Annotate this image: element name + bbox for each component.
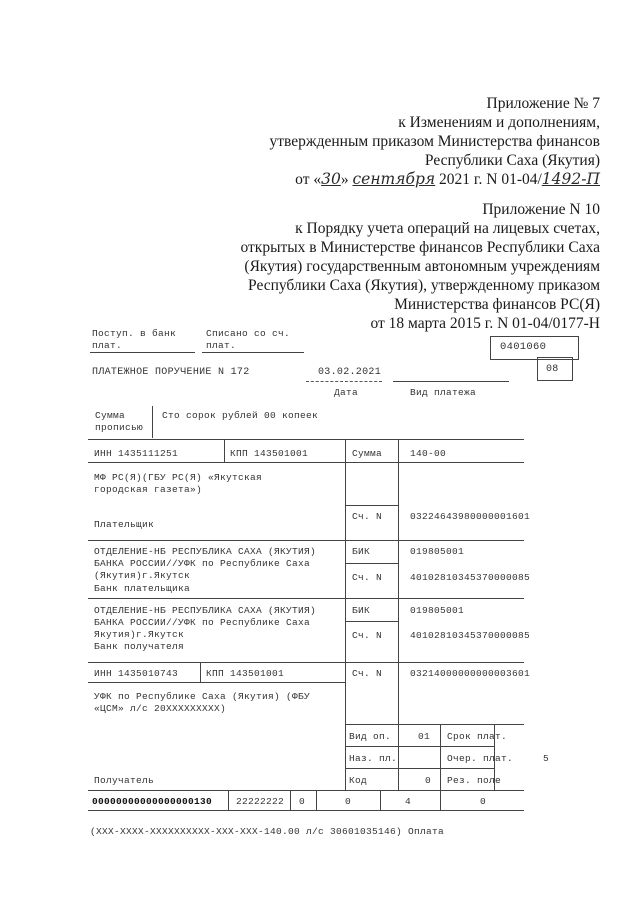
payee-bank-line-2: БАНКА РОССИИ//УФК по Республике Саха bbox=[94, 617, 311, 628]
date-label: Дата bbox=[334, 387, 359, 398]
oktmo-code: 22222222 bbox=[236, 796, 285, 807]
payer-name: МФ РС(Я)(ГБУ РС(Я) «Якутская bbox=[94, 472, 263, 483]
debited-label: Списано со сч. bbox=[206, 328, 291, 339]
kod-value: 0 bbox=[425, 775, 432, 786]
field-doc-number: 4 bbox=[405, 796, 412, 807]
order-date-month: сентября bbox=[352, 170, 436, 188]
vid-op-value: 01 bbox=[418, 731, 431, 742]
payer-bank-label: Банк плательщика bbox=[94, 583, 191, 594]
amount-words: Сто сорок рублей 00 копеек bbox=[162, 410, 319, 421]
procedure-line-6: от 18 марта 2015 г. N 01-04/0177-Н bbox=[370, 315, 600, 332]
payer-kpp: КПП 143501001 bbox=[230, 448, 309, 459]
payer-account: 03224643980000001601 bbox=[410, 511, 531, 522]
payee-label: Получатель bbox=[94, 775, 155, 786]
payer-bank-line-1: ОТДЕЛЕНИЕ-НБ РЕСПУБЛИКА САХА (ЯКУТИЯ) bbox=[94, 546, 317, 557]
order-date-day: 30 bbox=[321, 170, 341, 188]
changes-line: к Изменениям и дополнениям, bbox=[398, 114, 600, 131]
field-basis: 0 bbox=[299, 796, 306, 807]
payment-purpose: (XXX-XXXX-XXXXXXXXXX-XXX-XXX-140.00 л/с 30601035146) Оплата bbox=[90, 826, 445, 837]
payer-account-label: Сч. N bbox=[352, 511, 383, 522]
received-label: Поступ. в банк bbox=[92, 328, 177, 339]
kbk-code: 00000000000000000130 bbox=[92, 796, 213, 807]
payer-bank-line-2: БАНКА РОССИИ//УФК по Республике Саха bbox=[94, 558, 311, 569]
payer-corr-account: 40102810345370000085 bbox=[410, 572, 531, 583]
payee-name: УФК по Республике Саха (Якутия) (ФБУ bbox=[94, 691, 311, 702]
payment-order-title: ПЛАТЕЖНОЕ ПОРУЧЕНИЕ N 172 bbox=[92, 367, 250, 378]
order-date-line bbox=[295, 170, 600, 189]
procedure-line-1: к Порядку учета операций на лицевых счетах, bbox=[295, 220, 600, 237]
debited-label-2: плат. bbox=[206, 340, 237, 351]
republic-line: Республики Саха (Якутия) bbox=[424, 152, 600, 169]
payee-account: 03214000000000003601 bbox=[410, 668, 531, 679]
sum-label: Сумма bbox=[352, 448, 383, 459]
payer-bik: 019805001 bbox=[410, 546, 465, 557]
field-doc-date: 0 bbox=[480, 796, 487, 807]
payer-bank-line-3: (Якутия)г.Якутск bbox=[94, 570, 191, 581]
procedure-line-5: Министерства финансов РС(Я) bbox=[394, 296, 600, 313]
srok-label: Срок плат. bbox=[447, 731, 508, 742]
date-value: 03.02.2021 bbox=[318, 367, 382, 378]
payer-name-2: городская газета») bbox=[94, 484, 203, 495]
vid-op-label: Вид оп. bbox=[349, 731, 392, 742]
okud-code: 0401060 bbox=[500, 341, 547, 353]
payer-bik-label: БИК bbox=[352, 546, 371, 557]
rez-label: Рез. поле bbox=[447, 775, 502, 786]
payee-name-2: «ЦСМ» л/с 20XXXXXXXXX) bbox=[94, 703, 227, 714]
procedure-line-4: Республики Саха (Якутия), утвержденному приказом bbox=[248, 277, 600, 294]
payee-corr-label: Сч. N bbox=[352, 630, 383, 641]
payee-bik: 019805001 bbox=[410, 605, 465, 616]
field-period: 0 bbox=[345, 796, 352, 807]
status-code: 08 bbox=[546, 364, 559, 375]
sum-value: 140-00 bbox=[410, 448, 447, 459]
payer-inn: ИНН 1435111251 bbox=[94, 448, 179, 459]
payee-inn: ИНН 1435010743 bbox=[94, 668, 179, 679]
order-date-year: 2021 г. N 01-04/ bbox=[435, 171, 542, 188]
amount-words-label-2: прописью bbox=[95, 422, 144, 433]
payer-corr-label: Сч. N bbox=[352, 572, 383, 583]
ocher-value: 5 bbox=[543, 753, 550, 764]
appendix-7-title: Приложение № 7 bbox=[486, 95, 600, 112]
procedure-line-3: (Якутия) государственным автономным учреждениям bbox=[244, 258, 600, 275]
payment-type-label: Вид платежа bbox=[410, 387, 477, 398]
payee-account-label: Сч. N bbox=[352, 668, 383, 679]
appendix-10-title: Приложение N 10 bbox=[482, 201, 600, 218]
amount-words-label: Сумма bbox=[95, 410, 126, 421]
payee-bank-label: Банк получателя bbox=[94, 641, 185, 652]
received-label-2: плат. bbox=[92, 340, 123, 351]
procedure-line-2: открытых в Министерстве финансов Республики Саха bbox=[240, 239, 600, 256]
order-number-handwritten: 1492-П bbox=[541, 170, 600, 188]
payee-corr-account: 40102810345370000085 bbox=[410, 630, 531, 641]
approved-line: утвержденным приказом Министерства финансов bbox=[269, 133, 600, 150]
payee-bank-line-1: ОТДЕЛЕНИЕ-НБ РЕСПУБЛИКА САХА (ЯКУТИЯ) bbox=[94, 605, 317, 616]
ocher-label: Очер. плат. bbox=[447, 753, 514, 764]
order-date-mid: » bbox=[340, 171, 349, 188]
payee-bank-line-3: Якутия)г.Якутск bbox=[94, 629, 185, 640]
naz-pl-label: Наз. пл. bbox=[349, 753, 398, 764]
order-date-prefix: от « bbox=[295, 171, 322, 188]
kod-label: Код bbox=[349, 775, 368, 786]
payer-label: Плательщик bbox=[94, 519, 155, 530]
payee-bik-label: БИК bbox=[352, 605, 371, 616]
payee-kpp: КПП 143501001 bbox=[206, 668, 285, 679]
